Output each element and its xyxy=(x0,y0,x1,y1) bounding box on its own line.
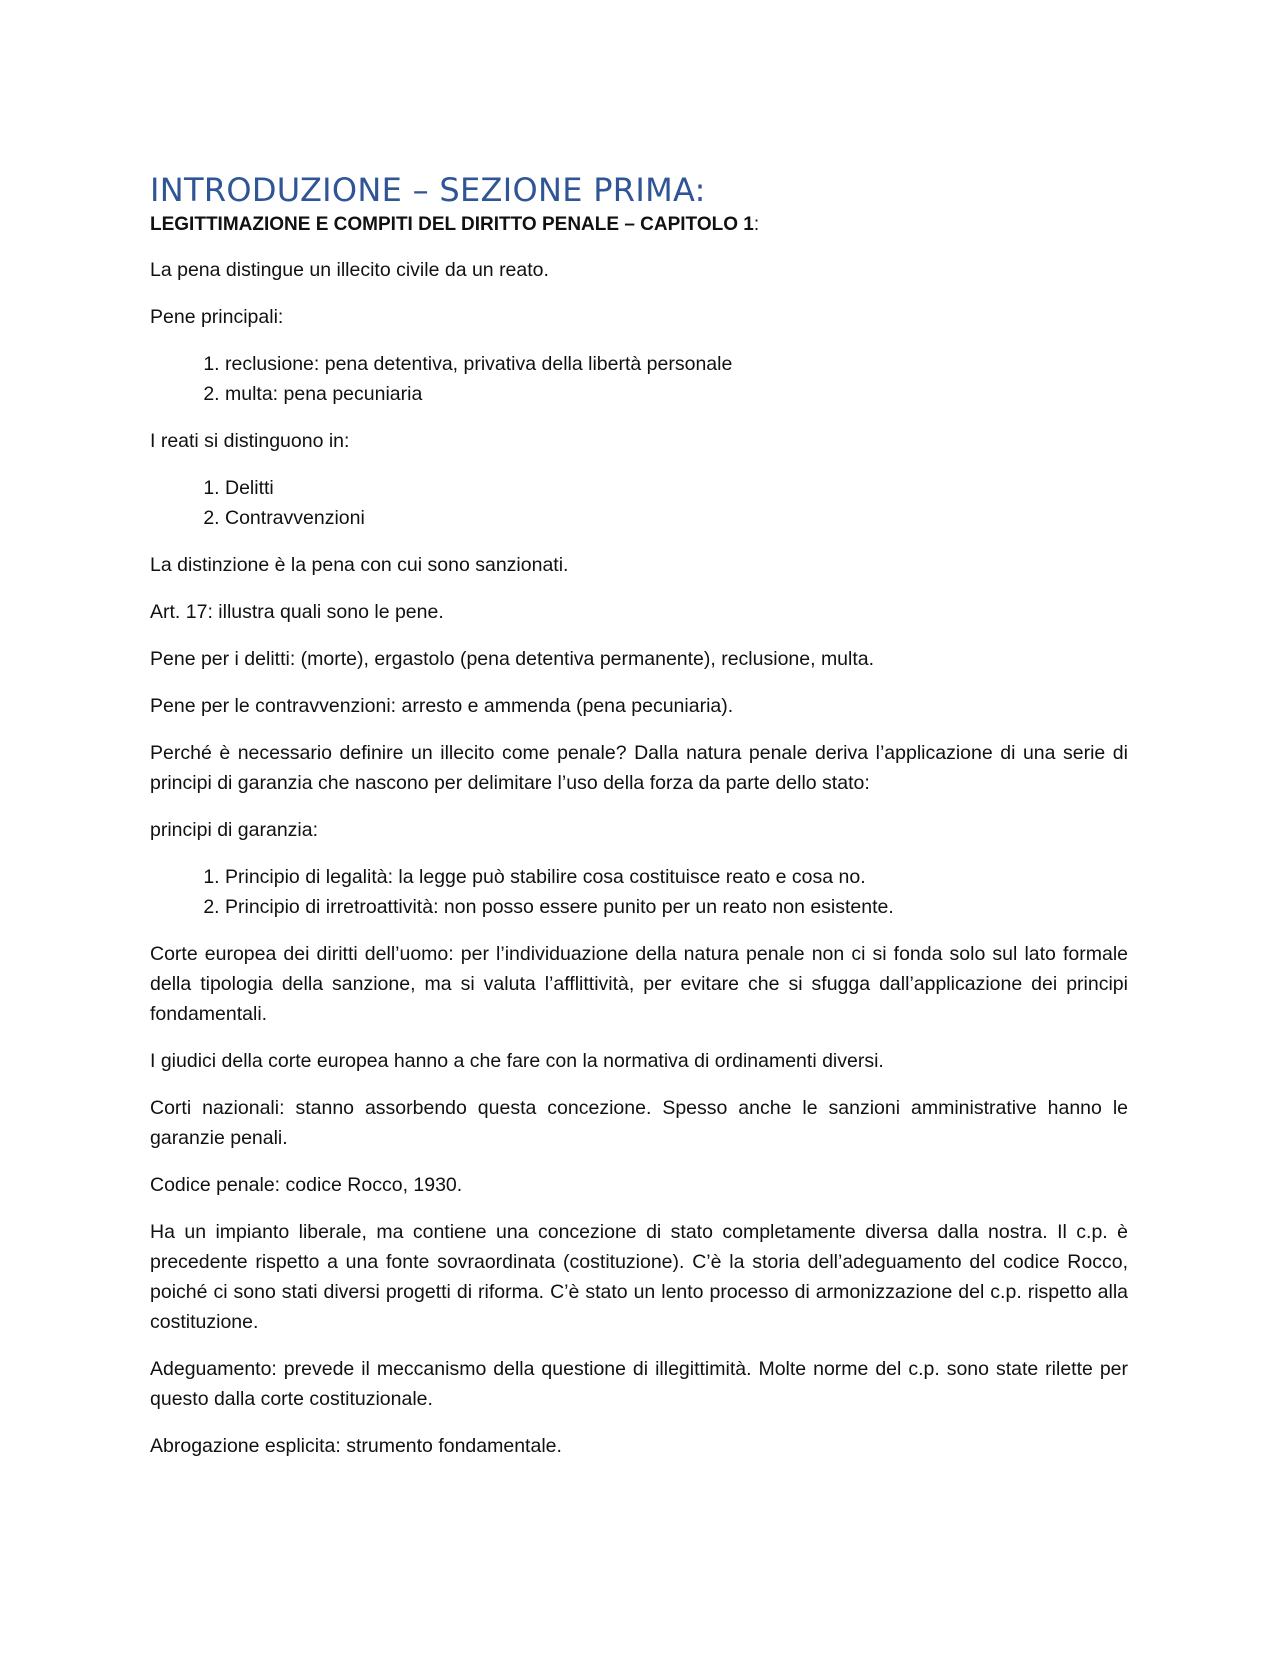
paragraph: Corte europea dei diritti dell’uomo: per l’individuazione della natura penale non ci si fonda solo sul lato formale della tipologia della sanzione, ma si valuta l’afflittività, per evitare che si sfugga dall’applicazione dei principi fondamentali. xyxy=(150,943,1128,1025)
paragraph: Codice penale: codice Rocco, 1930. xyxy=(150,1174,463,1196)
list-item: 1. Principio di legalità: la legge può stabilire cosa costituisce reato e cosa no. xyxy=(225,862,1128,892)
list-item: 1. Delitti xyxy=(225,473,1128,503)
reati-list xyxy=(150,473,1128,533)
paragraph: Art. 17: illustra quali sono le pene. xyxy=(150,601,444,623)
list-item: 2. multa: pena pecuniaria xyxy=(225,379,1128,409)
list-item: 1. reclusione: pena detentiva, privativa della libertà personale xyxy=(225,349,1128,379)
paragraph: I reati si distinguono in: xyxy=(150,430,350,452)
paragraph: principi di garanzia: xyxy=(150,819,319,841)
document-title: INTRODUZIONE – SEZIONE PRIMA: xyxy=(150,171,706,209)
chapter-heading-text: LEGITTIMAZIONE E COMPITI DEL DIRITTO PENALE – CAPITOLO 1 xyxy=(150,214,754,235)
list-item: 2. Contravvenzioni xyxy=(225,503,1128,533)
paragraph: Pene per i delitti: (morte), ergastolo (pena detentiva permanente), reclusione, multa. xyxy=(150,648,875,670)
paragraph: I giudici della corte europea hanno a che fare con la normativa di ordinamenti diversi. xyxy=(150,1050,884,1072)
paragraph: La pena distingue un illecito civile da un reato. xyxy=(150,259,549,281)
chapter-heading xyxy=(150,212,1128,238)
paragraph: Corti nazionali: stanno assorbendo questa concezione. Spesso anche le sanzioni amministrative hanno le garanzie penali. xyxy=(150,1097,1128,1149)
principi-list xyxy=(150,862,1128,922)
list-item: 2. Principio di irretroattività: non posso essere punito per un reato non esistente. xyxy=(225,892,1128,922)
paragraph: Pene per le contravvenzioni: arresto e ammenda (pena pecuniaria). xyxy=(150,695,734,717)
paragraph: Adeguamento: prevede il meccanismo della questione di illegittimità. Molte norme del c.p. sono state rilette per questo dalla corte costituzionale. xyxy=(150,1358,1128,1410)
paragraph: Perché è necessario definire un illecito come penale? Dalla natura penale deriva l’applicazione di una serie di principi di garanzia che nascono per delimitare l’uso della forza da parte dello stato: xyxy=(150,742,1128,794)
paragraph: Ha un impianto liberale, ma contiene una concezione di stato completamente diversa dalla nostra. Il c.p. è precedente rispetto a una fonte sovraordinata (costituzione). C’è la storia dell’adeguamento del codice Rocco, poiché ci sono stati diversi progetti di riforma. C’è stato un lento processo di armonizzazione del c.p. rispetto alla costituzione. xyxy=(150,1221,1128,1333)
chapter-heading-colon: : xyxy=(753,214,760,235)
paragraph: La distinzione è la pena con cui sono sanzionati. xyxy=(150,554,569,576)
paragraph: Abrogazione esplicita: strumento fondamentale. xyxy=(150,1435,562,1457)
document-page xyxy=(150,170,1128,1478)
paragraph: Pene principali: xyxy=(150,306,284,328)
pene-principali-list xyxy=(150,349,1128,409)
